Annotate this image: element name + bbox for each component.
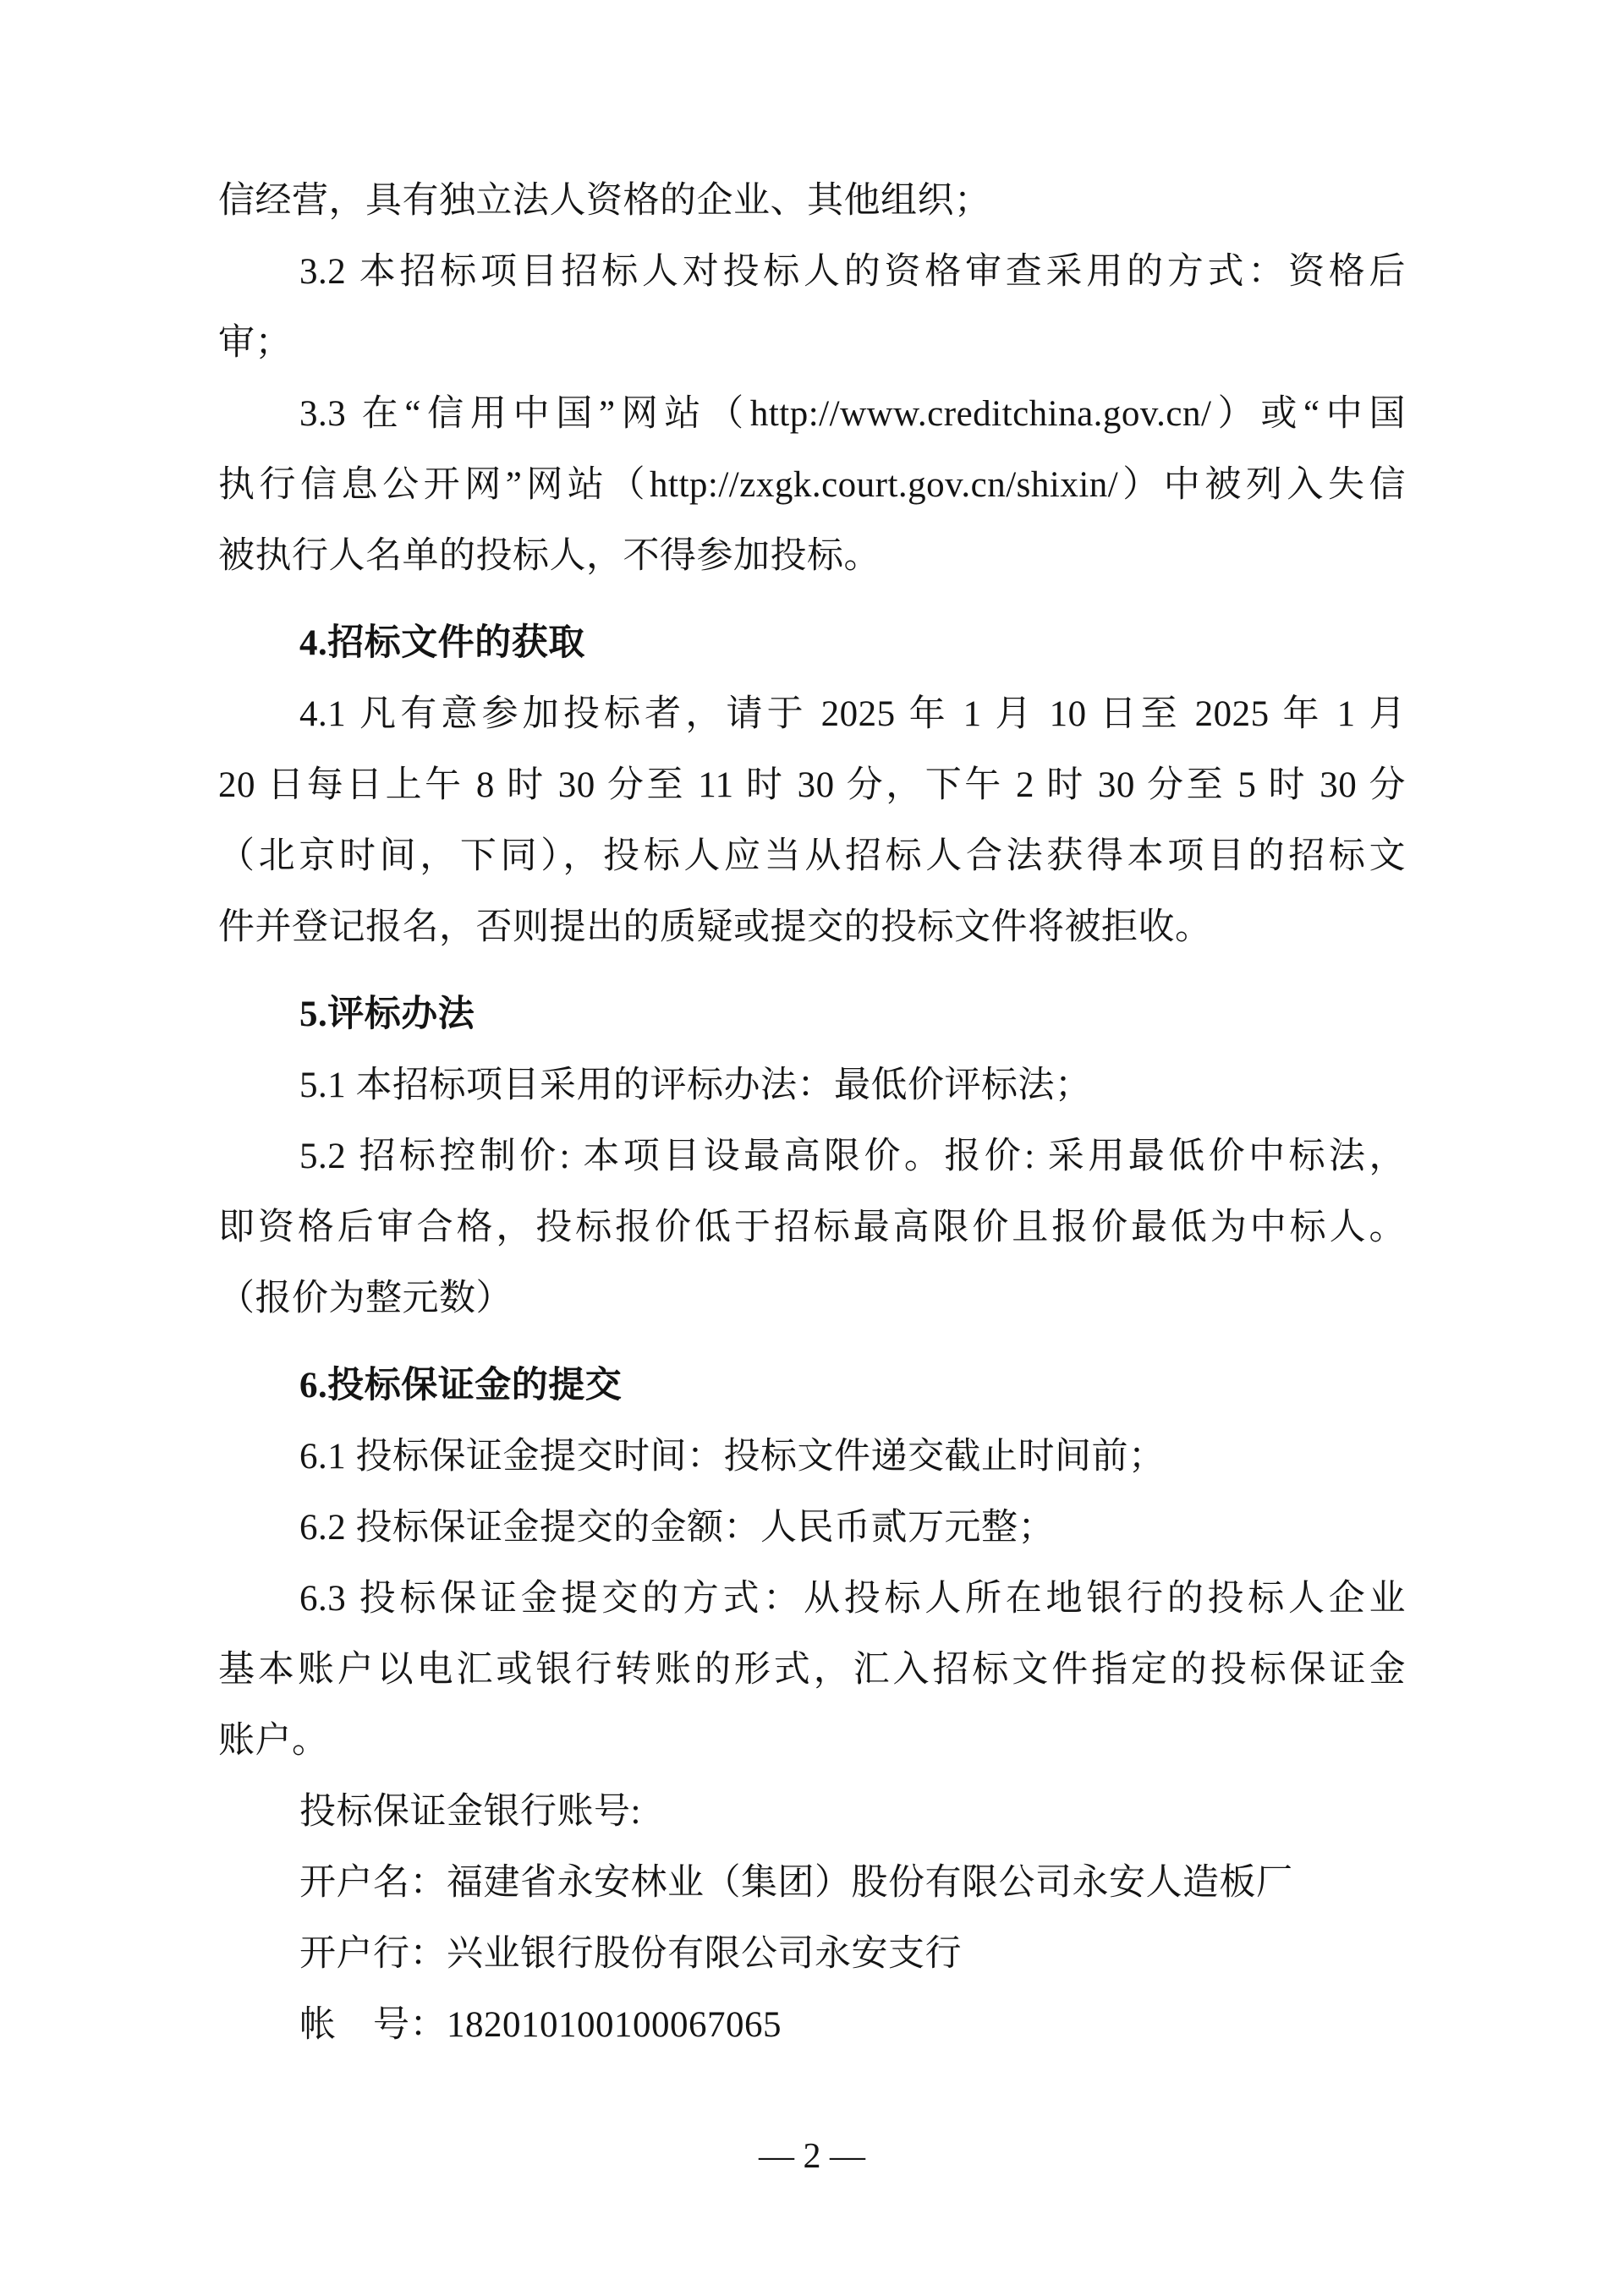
paragraph-line-21: 基本账户以电汇或银行转账的形式，汇入招标文件指定的投标保证金 <box>218 1650 1406 1690</box>
paragraph-line-20-clause-6-3: 6.3 投标保证金提交的方式：从投标人所在地银行的投标人企业 <box>299 1579 1406 1619</box>
paragraph-line-06: 被执行人名单的投标人，不得参加投标。 <box>218 536 881 576</box>
paragraph-line-22: 账户。 <box>218 1721 329 1761</box>
paragraph-line-08-clause-4-1: 4.1 凡有意参加投标者，请于 2025 年 1 月 10 日至 2025 年 1 月 <box>299 694 1406 734</box>
paragraph-line-05: 执行信息公开网”网站（http://zxgk.court.gov.cn/shixin/）中被列入失信 <box>218 465 1406 505</box>
paragraph-line-25-bank-name: 开户行：兴业银行股份有限公司永安支行 <box>299 1934 962 1974</box>
paragraph-line-23-bank-account-label: 投标保证金银行账号: <box>299 1792 641 1832</box>
paragraph-line-24-account-name: 开户名：福建省永安林业（集团）股份有限公司永安人造板厂 <box>299 1863 1293 1903</box>
paragraph-line-02-clause-3-2: 3.2 本招标项目招标人对投标人的资格审查采用的方式：资格后 <box>299 252 1406 292</box>
paragraph-line-26-account-number: 帐 号：182010100100067065 <box>299 2005 782 2045</box>
paragraph-line-18-clause-6-1: 6.1 投标保证金提交时间：投标文件递交截止时间前； <box>299 1437 1166 1477</box>
paragraph-line-14-clause-5-2: 5.2 招标控制价: 本项目设最高限价。报价: 采用最低价中标法， <box>299 1137 1406 1176</box>
page-number: — 2 — <box>759 2137 865 2176</box>
paragraph-line-10: （北京时间，下同），投标人应当从招标人合法获得本项目的招标文 <box>218 836 1406 876</box>
section-heading-5: 5.评标办法 <box>299 995 475 1034</box>
paragraph-line-15: 即资格后审合格，投标报价低于招标最高限价且报价最低为中标人。 <box>218 1208 1406 1247</box>
section-heading-4: 4.招标文件的获取 <box>299 623 585 663</box>
paragraph-line-01: 信经营，具有独立法人资格的企业、其他组织； <box>218 181 991 221</box>
paragraph-line-03: 审； <box>218 323 292 363</box>
paragraph-line-04-clause-3-3: 3.3 在“信用中国”网站（http://www.creditchina.gov.cn/）或“中国 <box>299 394 1406 434</box>
paragraph-line-09: 20 日每日上午 8 时 30 分至 11 时 30 分，下午 2 时 30 分至 5 时 30 分 <box>218 765 1406 805</box>
paragraph-line-13-clause-5-1: 5.1 本招标项目采用的评标办法：最低价评标法； <box>299 1066 1092 1105</box>
paragraph-line-19-clause-6-2: 6.2 投标保证金提交的金额：人民币贰万元整； <box>299 1508 1055 1548</box>
document-body <box>218 166 1406 2061</box>
paragraph-line-16: （报价为整元数） <box>218 1279 513 1318</box>
paragraph-line-11: 件并登记报名，否则提出的质疑或提交的投标文件将被拒收。 <box>218 907 1212 947</box>
section-heading-6: 6.投标保证金的提交 <box>299 1366 623 1406</box>
